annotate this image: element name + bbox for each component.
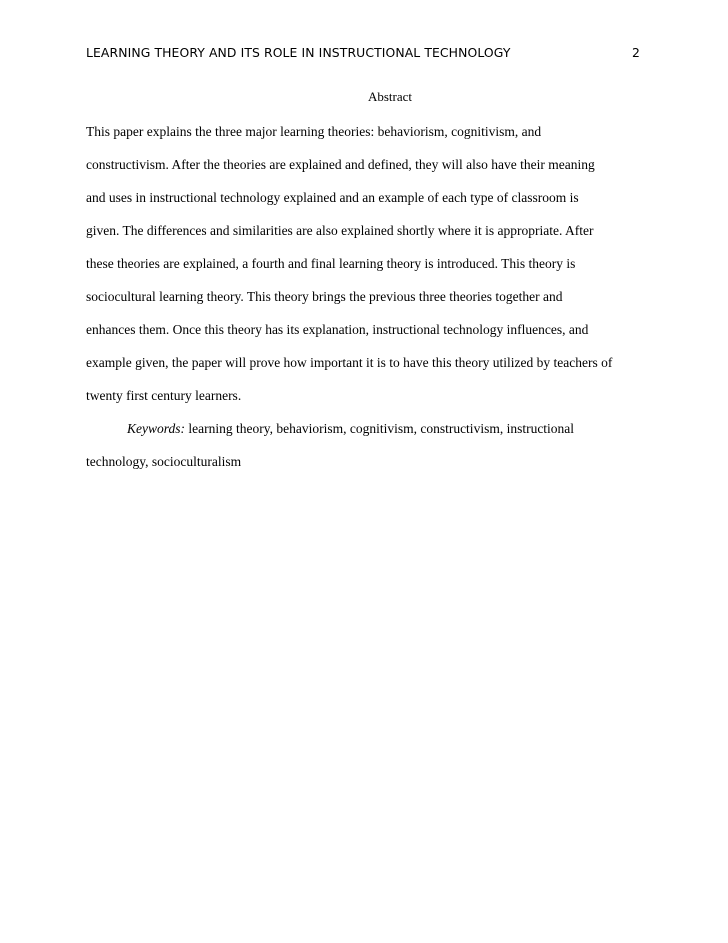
running-head: LEARNING THEORY AND ITS ROLE IN INSTRUCTIONAL TECHNOLOGY bbox=[86, 45, 511, 60]
keywords-continuation: technology, socioculturalism bbox=[86, 454, 242, 469]
abstract-line-4: given. The differences and similarities are also explained shortly where it is appropriate. After bbox=[86, 223, 594, 238]
abstract-line-9: twenty first century learners. bbox=[86, 388, 242, 403]
abstract-line-1: This paper explains the three major learning theories: behaviorism, cognitivism, and bbox=[86, 124, 542, 139]
keywords-label: Keywords: bbox=[127, 421, 185, 436]
abstract-line-8: example given, the paper will prove how important it is to have this theory utilized by teachers of bbox=[86, 355, 613, 370]
abstract-heading: Abstract bbox=[367, 89, 413, 104]
keywords-line bbox=[127, 421, 574, 437]
abstract-line-5: these theories are explained, a fourth and final learning theory is introduced. This theory is bbox=[86, 256, 576, 271]
page-number: 2 bbox=[632, 45, 640, 60]
abstract-line-3: and uses in instructional technology explained and an example of each type of classroom is bbox=[86, 190, 579, 205]
abstract-line-7: enhances them. Once this theory has its explanation, instructional technology influences, and bbox=[86, 322, 589, 337]
keywords-text: learning theory, behaviorism, cognitivism, constructivism, instructional bbox=[185, 421, 575, 436]
abstract-line-2: constructivism. After the theories are explained and defined, they will also have their meaning bbox=[86, 157, 595, 172]
abstract-line-6: sociocultural learning theory. This theory brings the previous three theories together and bbox=[86, 289, 563, 304]
